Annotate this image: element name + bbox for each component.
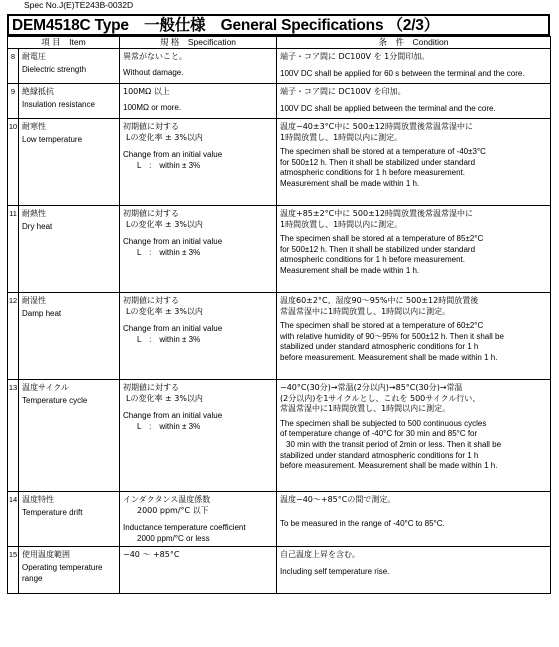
document-title: DEM4518C Type 一般仕様 General Specifications （2/3） <box>7 14 550 36</box>
condition-text-en: with relative humidity of 90〜95% for 500±12 h. Then it shall be <box>280 331 504 341</box>
condition-text-en: 100V DC shall be applied between the terminal and the core. <box>280 103 496 113</box>
specification-cell <box>120 206 277 293</box>
condition-text-jp: 温度−40〜+85°Cの間で測定。 <box>280 495 396 504</box>
item-cell <box>19 49 120 84</box>
row-number: 10 <box>8 119 19 206</box>
condition-text-jp: 常温常湿中に1時間放置し、1時間以内に測定。 <box>280 306 451 316</box>
header-condition: 条 件 Condition <box>277 37 551 49</box>
item-cell <box>19 492 120 547</box>
condition-text-jp: (2分以内)を1サイクルとし、これを 500サイクル行い、 <box>280 393 481 403</box>
spec-text-jp: 初期値に対する <box>123 296 179 305</box>
condition-text-en: for 500±12 h. Then it shall be stabilized under standard <box>280 157 476 167</box>
condition-text-en: Including self temperature rise. <box>280 566 390 576</box>
row-number: 11 <box>8 206 19 293</box>
spec-text-en: Change from an initial value <box>123 324 223 334</box>
item-name-jp: 絶縁抵抗 <box>22 87 54 96</box>
condition-text-jp: −40°C(30分)→常温(2分以内)→85°C(30分)→常温 <box>280 383 463 392</box>
spec-text-en: L : within ± 3% <box>137 421 201 431</box>
item-cell <box>19 547 120 594</box>
item-name-en: Temperature drift <box>22 507 83 517</box>
condition-cell <box>277 49 551 84</box>
condition-cell <box>277 380 551 492</box>
spec-text-en: Without damage. <box>123 67 184 77</box>
item-cell <box>19 380 120 492</box>
specification-cell <box>120 49 277 84</box>
table-header-row <box>8 37 551 49</box>
spec-table <box>7 36 551 594</box>
row-number: 8 <box>8 49 19 84</box>
condition-text-en: The specimen shall be stored at a temperature of 85±2°C <box>280 234 484 244</box>
spec-text-jp: 初期値に対する <box>123 383 179 392</box>
condition-text-en: 30 min with the transit period of 2min or less. Then it shall be <box>286 439 502 449</box>
row-number: 12 <box>8 293 19 380</box>
spec-text-jp: −40 〜 +85°C <box>123 550 180 560</box>
specification-cell <box>120 293 277 380</box>
specification-cell <box>120 119 277 206</box>
table-row <box>8 119 551 206</box>
condition-text-en: The specimen shall be subjected to 500 continuous cycles <box>280 418 487 428</box>
spec-text-en: 2000 ppm/°C or less <box>137 533 210 543</box>
item-name-en: Operating temperature range <box>22 562 103 583</box>
item-name-jp: 耐熱性 <box>22 209 46 218</box>
spec-number: Spec No.J(E)TE243B-0032D <box>24 0 134 10</box>
specification-cell <box>120 492 277 547</box>
item-name-en: Dielectric strength <box>22 64 87 74</box>
item-name-en: Temperature cycle <box>22 395 88 405</box>
spec-text-jp: Lの変化率 ± 3%以内 <box>126 306 203 316</box>
spec-text-en: Change from an initial value <box>123 237 223 247</box>
spec-text-en: L : within ± 3% <box>137 247 201 257</box>
spec-text-jp: 初期値に対する <box>123 122 179 131</box>
condition-text-jp: 端子・コア間に DC100V を印加。 <box>280 87 406 96</box>
row-number: 9 <box>8 84 19 119</box>
condition-cell <box>277 84 551 119</box>
item-name-en: Insulation resistance <box>22 99 95 109</box>
item-name-jp: 温度特性 <box>22 495 54 504</box>
spec-text-en: 100MΩ or more. <box>123 102 181 112</box>
spec-text-jp: 100MΩ 以上 <box>123 87 170 96</box>
condition-text-jp: 自己温度上昇を含む。 <box>280 550 360 560</box>
condition-text-en: atmospheric conditions for 1 h before measurement. <box>280 168 465 178</box>
spec-text-en: Inductance temperature coefficient <box>123 523 246 533</box>
condition-text-en: before measurement. Measurement shall be made within 1 h. <box>280 461 498 471</box>
condition-cell <box>277 547 551 594</box>
table-row <box>8 84 551 119</box>
spec-text-en: Change from an initial value <box>123 150 223 160</box>
condition-text-en: To be measured in the range of -40°C to 85°C. <box>280 518 445 528</box>
condition-text-en: Measurement shall be made within 1 h. <box>280 265 420 275</box>
condition-text-en: before measurement. Measurement shall be made within 1 h. <box>280 352 498 362</box>
row-number: 13 <box>8 380 19 492</box>
condition-text-jp: 1時間放置し、1時間以内に測定。 <box>280 219 403 229</box>
item-name-en: Damp heat <box>22 308 62 318</box>
condition-text-en: stabilized under standard atmospheric conditions for 1 h <box>280 342 479 352</box>
condition-cell <box>277 293 551 380</box>
condition-text-en: The specimen shall be stored at a temperature of 60±2°C <box>280 321 484 331</box>
condition-text-en: Measurement shall be made within 1 h. <box>280 178 420 188</box>
condition-text-jp: 1時間放置し、1時間以内に測定。 <box>280 132 403 142</box>
specification-cell <box>120 380 277 492</box>
table-row <box>8 206 551 293</box>
table-row <box>8 380 551 492</box>
spec-text-en: L : within ± 3% <box>137 160 201 170</box>
row-number: 14 <box>8 492 19 547</box>
item-name-jp: 耐電圧 <box>22 52 46 61</box>
condition-text-en: of temperature change of -40°C for 30 min and 85°C for <box>280 429 478 439</box>
item-cell <box>19 206 120 293</box>
spec-text-en: L : within ± 3% <box>137 334 201 344</box>
spec-text-jp: Lの変化率 ± 3%以内 <box>126 393 203 403</box>
condition-text-jp: 温度60±2°C、湿度90〜95%中に 500±12時間放置後 <box>280 296 479 305</box>
header-item: 項 目 Item <box>8 37 120 49</box>
spec-text-en: Change from an initial value <box>123 411 223 421</box>
spec-text-jp: 2000 ppm/°C 以下 <box>137 505 209 515</box>
condition-text-en: The specimen shall be stored at a temperature of -40±3°C <box>280 147 486 157</box>
condition-cell <box>277 119 551 206</box>
item-name-jp: 使用温度範囲 <box>22 550 70 560</box>
item-cell <box>19 293 120 380</box>
condition-text-en: 100V DC shall be applied for 60 s between the terminal and the core. <box>280 68 525 78</box>
condition-text-jp: 端子・コア間に DC100V を 1分間印加。 <box>280 52 430 61</box>
table-row <box>8 547 551 594</box>
condition-text-en: atmospheric conditions for 1 h before measurement. <box>280 255 465 265</box>
table-row <box>8 492 551 547</box>
item-name-en: Dry heat <box>22 221 53 231</box>
table-row <box>8 49 551 84</box>
spec-text-jp: 異常がないこと。 <box>123 52 187 61</box>
condition-text-en: stabilized under standard atmospheric conditions for 1 h <box>280 450 479 460</box>
item-cell <box>19 84 120 119</box>
row-number: 15 <box>8 547 19 594</box>
spec-text-jp: インダクタンス温度係数 <box>123 495 211 504</box>
condition-text-en: for 500±12 h. Then it shall be stabilized under standard <box>280 244 476 254</box>
spec-text-jp: Lの変化率 ± 3%以内 <box>126 219 203 229</box>
item-name-jp: 耐寒性 <box>22 122 46 131</box>
header-specification: 規 格 Specification <box>120 37 277 49</box>
spec-text-jp: Lの変化率 ± 3%以内 <box>126 132 203 142</box>
condition-text-jp: 温度−40±3°C中に 500±12時間放置後常温常湿中に <box>280 122 473 131</box>
condition-text-jp: 常温常湿中に1時間放置し、1時間以内に測定。 <box>280 404 451 414</box>
condition-cell <box>277 492 551 547</box>
item-cell <box>19 119 120 206</box>
condition-cell <box>277 206 551 293</box>
item-name-jp: 温度サイクル <box>22 383 70 392</box>
specification-cell <box>120 84 277 119</box>
condition-text-jp: 温度+85±2°C中に 500±12時間放置後常温常湿中に <box>280 209 473 218</box>
item-name-en: Low temperature <box>22 134 83 144</box>
item-name-jp: 耐湿性 <box>22 296 46 305</box>
table-row <box>8 293 551 380</box>
spec-text-jp: 初期値に対する <box>123 209 179 218</box>
specification-cell <box>120 547 277 594</box>
